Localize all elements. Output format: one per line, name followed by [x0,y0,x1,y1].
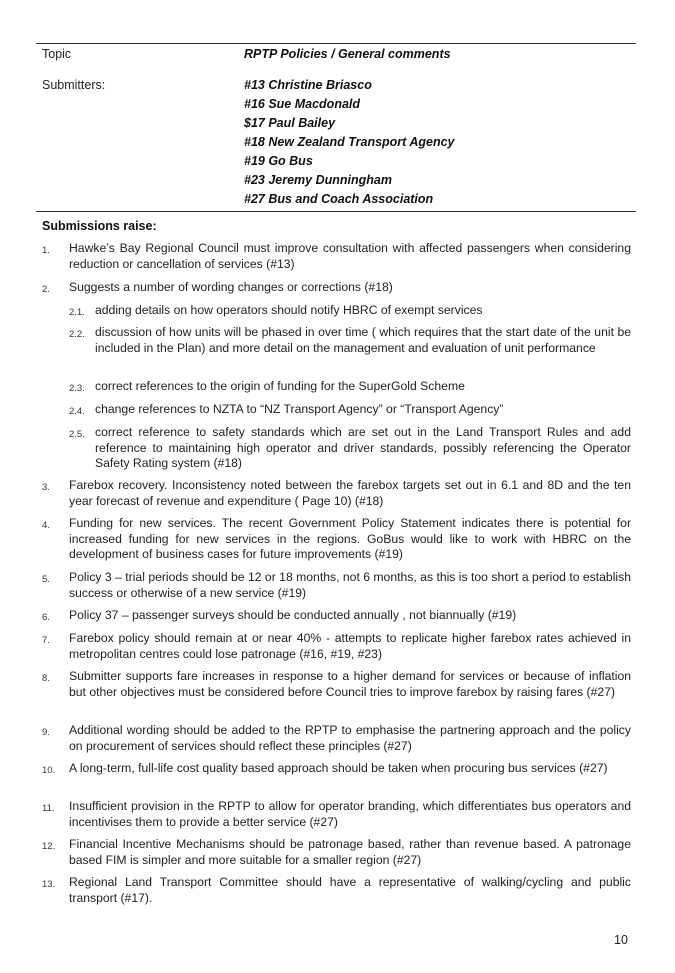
item-text: Farebox policy should remain at or near 40% - attempts to replicate higher farebox rates achieved in metropolitan centres could lose patronage (#16, #19, #23) [69,631,631,661]
item-number: 11. [42,803,55,814]
submitter-entry: #27 Bus and Coach Association [244,192,434,206]
submitter-entry: #18 New Zealand Transport Agency [244,135,455,149]
topic-value: RPTP Policies / General comments [244,47,451,61]
item-text: Insufficient provision in the RPTP to allow for operator branding, which differentiates bus operators and incentivises them to provide a better service (#27) [69,799,631,829]
item-text: Hawke’s Bay Regional Council must improve consultation with affected passengers when considering reduction or cancellation of services (#13) [69,241,631,271]
item-number: 5. [42,574,50,585]
submitter-entry: $17 Paul Bailey [244,116,336,130]
item-text: correct reference to safety standards which are set out in the Land Transport Rules and add reference to maintaining high operator and driver standards, possibly referencing the Operator Safety Rating system (#18) [95,425,631,470]
item-number: 2.4. [69,406,85,417]
item-number: 13. [42,879,56,890]
submitters-label: Submitters: [42,78,106,92]
item-text: adding details on how operators should notify HBRC of exempt services [95,303,483,317]
item-text: correct references to the origin of funding for the SuperGold Scheme [95,379,465,393]
item-number: 2.3. [69,383,85,394]
section-divider [36,211,636,212]
item-text: discussion of how units will be phased in over time ( which requires that the start date of the unit be included in the Plan) and more detail on the management and evaluation of unit performance [95,325,631,355]
item-number: 4. [42,520,50,531]
item-text: Additional wording should be added to the RPTP to emphasise the partnering approach and the policy on procurement of services should reflect these principles (#27) [69,723,631,753]
submitter-entry: #23 Jeremy Dunningham [244,173,392,187]
item-text: Financial Incentive Mechanisms should be patronage based, rather than revenue based. A patronage based FIM is simpler and more suitable for a smaller region (#27) [69,837,631,867]
submitter-entry: #19 Go Bus [244,154,313,168]
item-number: 2.2. [69,329,85,340]
item-text: Suggests a number of wording changes or corrections (#18) [69,280,393,294]
item-number: 2.1. [69,307,85,318]
item-text: A long-term, full-life cost quality based approach should be taken when procuring bus services (#27) [69,761,608,775]
submitter-entry: #16 Sue Macdonald [244,97,361,111]
item-text: Regional Land Transport Committee should have a representative of walking/cycling and public transport (#17). [69,875,631,905]
item-text: Farebox recovery. Inconsistency noted between the farebox targets set out in 6.1 and 8D and the ten year forecast of revenue and expenditure ( Page 10) (#18) [69,478,631,508]
item-number: 6. [42,612,50,623]
top-divider [36,43,636,44]
item-number: 10. [42,765,56,776]
item-text: Funding for new services. The recent Government Policy Statement indicates there is potential for increased funding for new services in the regions. GoBus would like to work with HBRC on the development of business cases for future improvements (#19) [69,516,631,561]
topic-label: Topic [42,47,72,61]
submitter-entry: #13 Christine Briasco [244,78,372,92]
page-number: 10 [614,933,628,947]
item-number: 3. [42,482,50,493]
item-number: 2.5. [69,429,85,440]
submissions-heading: Submissions raise: [42,219,157,233]
item-text: change references to NZTA to “NZ Transport Agency” or “Transport Agency” [95,402,504,416]
item-text: Submitter supports fare increases in response to a higher demand for services or because of inflation but other objectives must be considered before Council tries to improve farebox by raising fares (#27) [69,669,631,699]
item-number: 2. [42,284,50,295]
item-text: Policy 3 – trial periods should be 12 or 18 months, not 6 months, as this is too short a period to establish success or otherwise of a new service (#19) [69,570,631,600]
item-text: Policy 37 – passenger surveys should be conducted annually , not biannually (#19) [69,608,517,622]
item-number: 12. [42,841,56,852]
item-number: 9. [42,727,50,738]
item-number: 8. [42,673,50,684]
item-number: 7. [42,635,50,646]
item-number: 1. [42,245,50,256]
